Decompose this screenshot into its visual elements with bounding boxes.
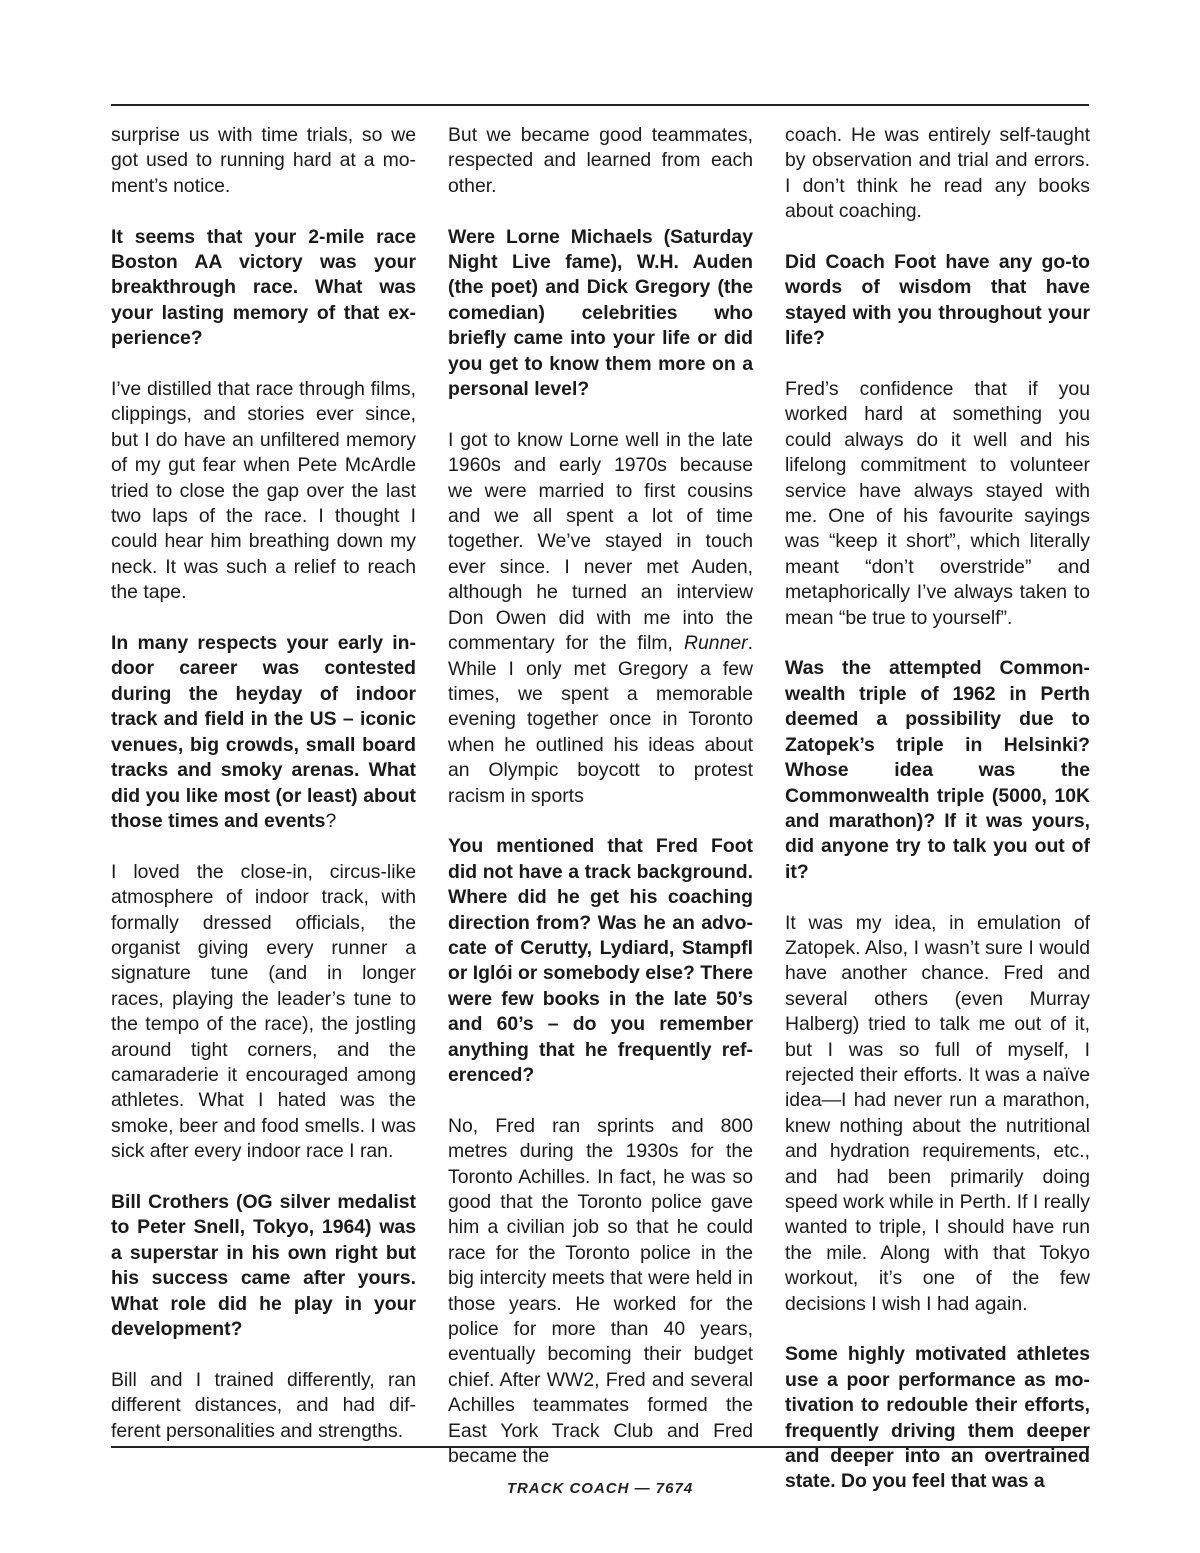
question-paragraph: It seems that your 2-mile race Boston AA victory was your breakthrough race. What was your lasting memory of that experience? — [111, 225, 416, 350]
top-rule — [111, 104, 1089, 106]
question-paragraph: Were Lorne Michaels (Saturday Night Live fame), W.H. Auden (the poet) and Dick Gregory (the comedian) celebrities who briefly came into your life or did you get to know them more on a personal level? — [448, 225, 753, 401]
question-paragraph: Some highly motivated athletes use a poor performance as motivation to redouble their efforts, frequently driving them deeper and deeper into an overtrained state. Do you feel that was a — [785, 1343, 1090, 1493]
question-paragraph: Bill Crothers (OG silver medalist to Peter Snell, Tokyo, 1964) was a superstar in his own right but his success came after yours. What role did he play in your development? — [111, 1190, 416, 1341]
answer-paragraph: Bill and I trained differently, ran different distances, and had different personalities and strengths. — [111, 1368, 416, 1442]
answer-paragraph: No, Fred ran sprints and 800 metres during the 1930s for the Toronto Achilles. In fact, he was so good that the Toronto police gave him a civilian job so that he could race for the Toronto police in the big intercity meets that were held in those years. He worked for the police for more than 40 years, eventually becoming their budget chief. After WW2, Fred and several Achilles teammates formed the East York Track Club and Fred became the — [448, 1114, 753, 1468]
answer-paragraph: I’ve distilled that race through films, clippings, and stories ever since, but I do have an unfiltered memory of my gut fear when Pete McArdle tried to close the gap over the last two laps of the race. I thought I could hear him breathing down my neck. It was such a relief to reach the tape. — [111, 378, 416, 604]
question-paragraph: You mentioned that Fred Foot did not have a track background. Where did he get his coaching direction from? Was he an advocate of Cerutty, Lydiard, Stampfl or Iglói or somebody else? There were few books in the late 50’s and 60’s – do you remember anything that he frequently referenced? — [448, 835, 753, 1086]
answer-text-before: I got to know Lorne well in the late 1960s and early 1970s because we were married to first cousins and we all spent a lot of time together. We’ve stayed in touch ever since. I never met Auden, although he turned an interview Don Owen did with me into the commentary for the film, — [448, 428, 753, 655]
answer-paragraph: Fred’s confidence that if you worked hard at something you could always do it well and his lifelong commitment to volunteer service have always stayed with me. One of his favourite sayings was “keep it short”, which literally meant “don’t overstride” and metaphorically I’ve always taken to mean “be true to yourself”. — [785, 378, 1090, 629]
answer-paragraph: But we became good teammates, respected and learned from each other. — [448, 124, 753, 197]
question-paragraph: Was the attempted Commonwealth triple of 1962 in Perth deemed a possibility due to Zatopek’s triple in Helsinki? Whose idea was the Commonwealth triple (5000, 10K and marathon)? If it was yours, did anyone try to talk you out of it? — [785, 657, 1090, 883]
question-trailing-text: ? — [325, 809, 337, 832]
answer-paragraph: It was my idea, in emulation of Zatopek. Also, I wasn’t sure I would have another chance. Fred and several others (even Murray Halberg) tried to talk me out of it, but I was so full of myself, I rejected their efforts. It was a naïve idea—I had never run a marathon, knew nothing about the nutritional and hydration requirements, etc., and had been primarily doing speed work while in Perth. If I really wanted to triple, I should have run the mile. Along with that Tokyo workout, it’s one of the few decisions I wish I had again. — [785, 911, 1090, 1315]
film-title: Runner — [684, 632, 748, 655]
column-1 — [111, 123, 416, 1444]
question-paragraph — [111, 631, 416, 834]
question-paragraph: Did Coach Foot have any go-to words of wisdom that have stayed with you throughout your life? — [785, 251, 1090, 350]
question-bold-text: In many respects your early indoor career was contested during the heyday of indoor track and field in the US – iconic venues, big crowds, small board tracks and smoky arenas. What did you like most (or least) about those times and events — [111, 632, 416, 832]
answer-paragraph: I loved the close-in, circus-like atmosphere of indoor track, with formally dressed officials, the organist giving every runner a signature tune (and in longer races, playing the leader’s tune to the tempo of the race), the jostling around tight corners, and the camaraderie it encouraged among athletes. What I hated was the smoke, beer and food smells. I was sick after every indoor race I ran. — [111, 860, 416, 1163]
bottom-rule — [111, 1446, 1089, 1448]
answer-paragraph: coach. He was entirely self-taught by observation and trial and errors. I don’t think he read any books about coaching. — [785, 124, 1090, 223]
answer-text-after: . While I only met Gregory a few times, we spent a memorable evening together once in Toronto when he outlined his ideas about an Olympic boycott to protest racism in sports — [448, 632, 753, 807]
page-footer: TRACK COACH — 7674 — [506, 1480, 694, 1497]
answer-paragraph — [448, 428, 753, 809]
column-3 — [785, 123, 1090, 1495]
answer-paragraph: surprise us with time trials, so we got used to running hard at a moment’s notice. — [111, 124, 416, 197]
column-2 — [448, 123, 753, 1469]
